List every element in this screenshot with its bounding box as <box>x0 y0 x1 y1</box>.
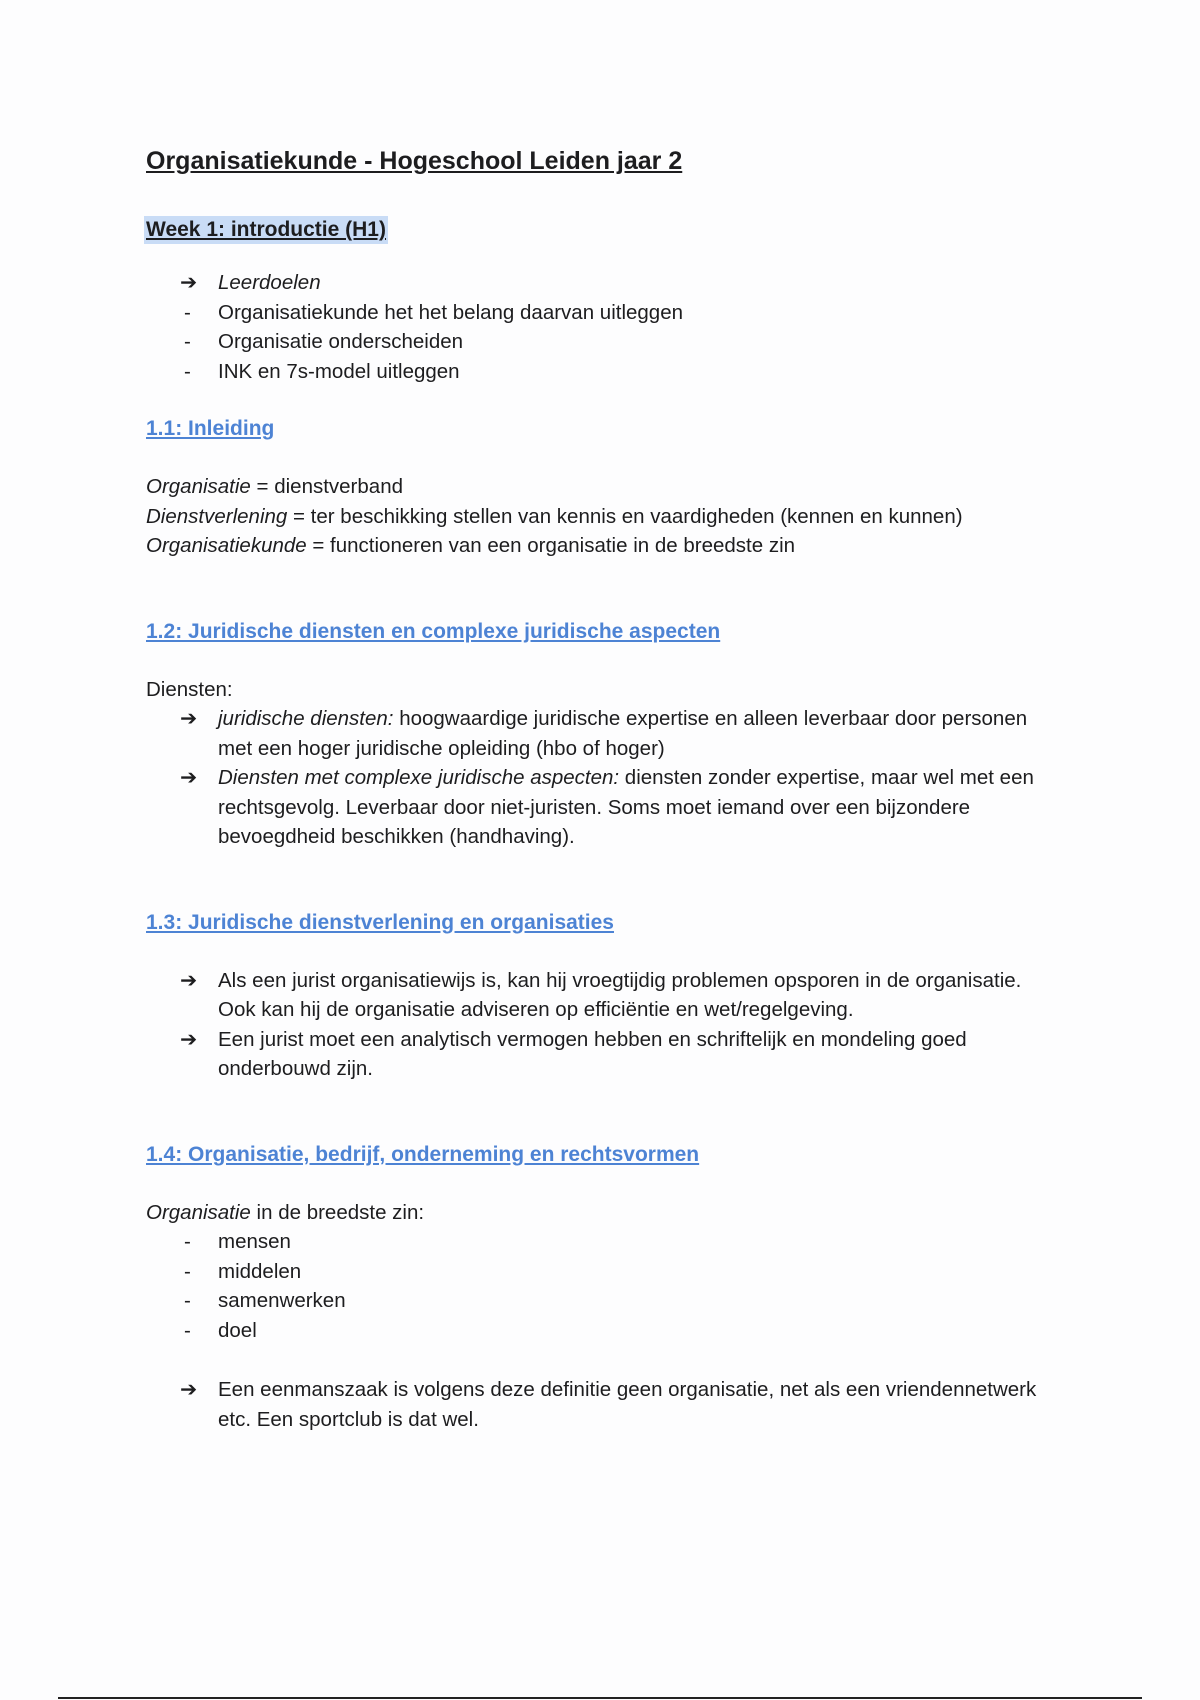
definition-text: = functioneren van een organisatie in de breedste zin <box>306 534 796 557</box>
arrow-icon: ➔ <box>180 1027 198 1051</box>
list-item-text: middelen <box>218 1259 302 1283</box>
definition-line <box>146 502 1046 532</box>
dash-bullet: - <box>184 300 191 324</box>
section-heading-1-3: 1.3: Juridische dienstverlening en organisaties <box>146 910 614 934</box>
item-text: hoogwaardige juridische expertise en alleen leverbaar door personen met een hoger juridische opleiding (hbo of hoger) <box>218 707 1028 760</box>
dash-bullet: - <box>184 1318 191 1342</box>
list-item-text: mensen <box>218 1230 291 1253</box>
dash-bullet: - <box>184 359 191 383</box>
document-page <box>146 145 1046 1434</box>
section-intro: Diensten: <box>146 677 233 701</box>
list-item <box>146 357 1046 387</box>
definition-term: Organisatiekunde <box>146 534 307 557</box>
arrow-icon: ➔ <box>180 707 198 730</box>
list-item <box>146 1257 1046 1287</box>
section-heading-1-4: 1.4: Organisatie, bedrijf, onderneming en rechtsvormen <box>146 1142 700 1166</box>
leerdoelen-label-item <box>146 268 1046 298</box>
page-bottom-rule <box>58 1697 1142 1699</box>
definition-term: Organisatie <box>146 475 251 498</box>
list-item-text: INK en 7s-model uitleggen <box>218 359 460 383</box>
section-heading-1-1: 1.1: Inleiding <box>146 417 275 440</box>
list-item-text: Organisatie onderscheiden <box>218 330 464 353</box>
item-text: Een eenmanszaak is volgens deze definitie geen organisatie, net als een vriendennetwerk etc. Een sportclub is dat wel. <box>218 1378 1037 1431</box>
dash-bullet: - <box>184 330 191 353</box>
list-item <box>146 704 1046 763</box>
definition-term: Dienstverlening <box>146 504 288 528</box>
definition-line <box>146 472 1046 502</box>
list-item <box>146 1025 1046 1084</box>
list-item <box>146 327 1046 357</box>
item-text: Als een jurist organisatiewijs is, kan hij vroegtijdig problemen opsporen in de organisatie. Ook kan hij de organisatie adviseren op efficiëntie en wet/regelgeving. <box>218 968 1022 1021</box>
item-text: diensten zonder expertise, maar wel met een rechtsgevolg. Leverbaar door niet-juristen. Soms moet iemand over een bijzondere bevoegdheid beschikken (handhaving). <box>218 766 1034 848</box>
list-item <box>146 966 1046 1025</box>
intro-text: in de breedste zin: <box>250 1200 425 1224</box>
arrow-icon: ➔ <box>180 271 198 294</box>
item-term: Diensten met complexe juridische aspecten: <box>218 766 620 789</box>
dash-bullet: - <box>184 1259 191 1283</box>
list-item-text: doel <box>218 1318 257 1342</box>
item-term: juridische diensten: <box>218 707 394 730</box>
definition-text: = dienstverband <box>250 475 403 498</box>
intro-term: Organisatie <box>146 1200 251 1224</box>
document-title: Organisatiekunde - Hogeschool Leiden jaar 2 <box>146 147 683 175</box>
list-item <box>146 1375 1046 1434</box>
arrow-icon: ➔ <box>180 968 198 992</box>
list-item <box>146 298 1046 328</box>
list-item <box>146 1316 1046 1346</box>
dash-bullet: - <box>184 1289 191 1312</box>
list-item <box>146 1227 1046 1257</box>
item-text: Een jurist moet een analytisch vermogen hebben en schriftelijk en mondeling goed onderbouwd zijn. <box>218 1027 967 1080</box>
arrow-icon: ➔ <box>180 766 198 789</box>
list-item-text: Organisatiekunde het het belang daarvan uitleggen <box>218 300 684 324</box>
section-intro <box>146 1198 1046 1228</box>
definition-line <box>146 531 1046 561</box>
list-item <box>146 763 1046 852</box>
week-heading: Week 1: introductie (H1) <box>144 216 388 244</box>
section-heading-1-2: 1.2: Juridische diensten en complexe juridische aspecten <box>146 619 721 643</box>
list-item-text: samenwerken <box>218 1289 346 1312</box>
definition-text: = ter beschikking stellen van kennis en vaardigheden (kennen en kunnen) <box>287 504 963 528</box>
arrow-icon: ➔ <box>180 1378 198 1401</box>
dash-bullet: - <box>184 1230 191 1253</box>
leerdoelen-label: Leerdoelen <box>218 271 321 294</box>
list-item <box>146 1286 1046 1316</box>
